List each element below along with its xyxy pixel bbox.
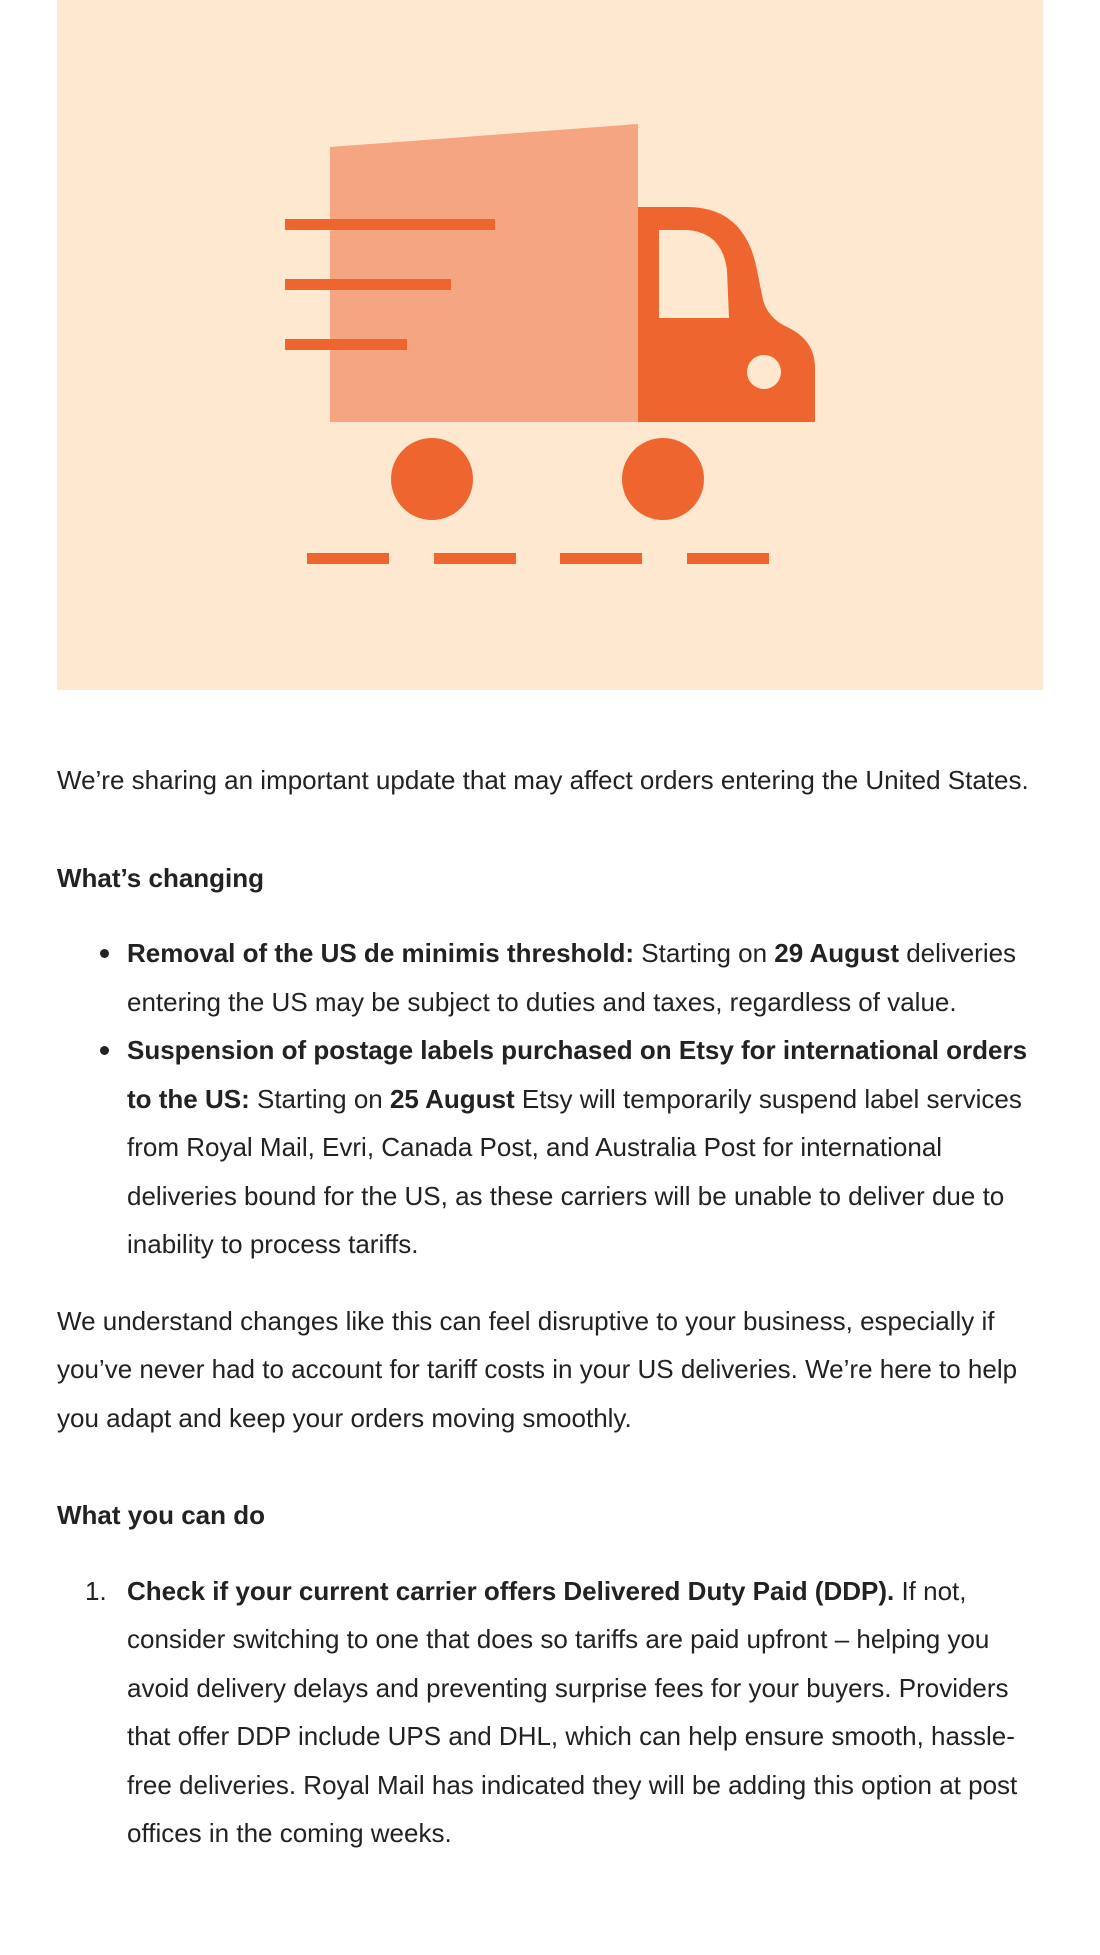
email-content: [57, 0, 1043, 1858]
speed-line-2: [285, 279, 451, 290]
intro-paragraph: We’re sharing an important update that may affect orders entering the United States.: [57, 765, 1029, 795]
whats-changing-heading: What’s changing: [57, 862, 265, 893]
speed-line-3: [285, 339, 407, 350]
change-title: Removal of the US de minimis threshold:: [127, 938, 635, 968]
changes-list: [57, 929, 1043, 1269]
understand-paragraph: We understand changes like this can feel disruptive to your business, especially if you’ve never had to account for tariff costs in your US deliveries. We’re here to help you adapt and keep your orders moving smoothly.: [57, 1305, 1018, 1433]
road-dash-1: [307, 553, 389, 564]
change-title: Suspension of postage labels purchased on Etsy for international orders to the US:: [127, 1035, 1028, 1114]
list-item: Removal of the US de minimis threshold: Starting on 29 August deliveries entering the US may be subject to duties and taxes, regardless of value.: [127, 929, 1043, 1026]
step-number: 1.: [85, 1575, 107, 1606]
truck-wheel-rear: [391, 438, 473, 520]
delivery-truck-icon: [57, 0, 1043, 690]
road-dash-4: [687, 553, 769, 564]
road-dash-3: [560, 553, 642, 564]
change-date: 29 August: [774, 938, 899, 968]
list-item: Suspension of postage labels purchased on Etsy for international orders to the US: Starting on 25 August Etsy will temporarily suspend label services from Royal Mail, Evri, Canada Post, and Australia Post for international deliveries bound for the US, as these carriers will be unable to deliver due to inability to process tariffs.: [127, 1026, 1043, 1269]
truck-cargo-box: [330, 124, 638, 422]
road-dash-2: [434, 553, 516, 564]
truck-headlight: [747, 355, 781, 389]
speed-line-1: [285, 219, 495, 230]
hero-banner: [57, 0, 1043, 690]
what-you-can-do-heading: What you can do: [57, 1500, 265, 1530]
step-title: Check if your current carrier offers Delivered Duty Paid (DDP).: [127, 1575, 895, 1606]
truck-wheel-front: [622, 438, 704, 520]
list-item: 1. Check if your current carrier offers Delivered Duty Paid (DDP). If not, consider switching to one that does so tariffs are paid upfront – helping you avoid delivery delays and preventing surprise fees for your buyers. Providers that offer DDP include UPS and DHL, which can help ensure smooth, hassle-free deliveries. Royal Mail has indicated they will be adding this option at post offices in the coming weeks.: [127, 1567, 1043, 1858]
actions-list: [57, 1567, 1043, 1858]
change-date: 25 August: [389, 1083, 515, 1114]
